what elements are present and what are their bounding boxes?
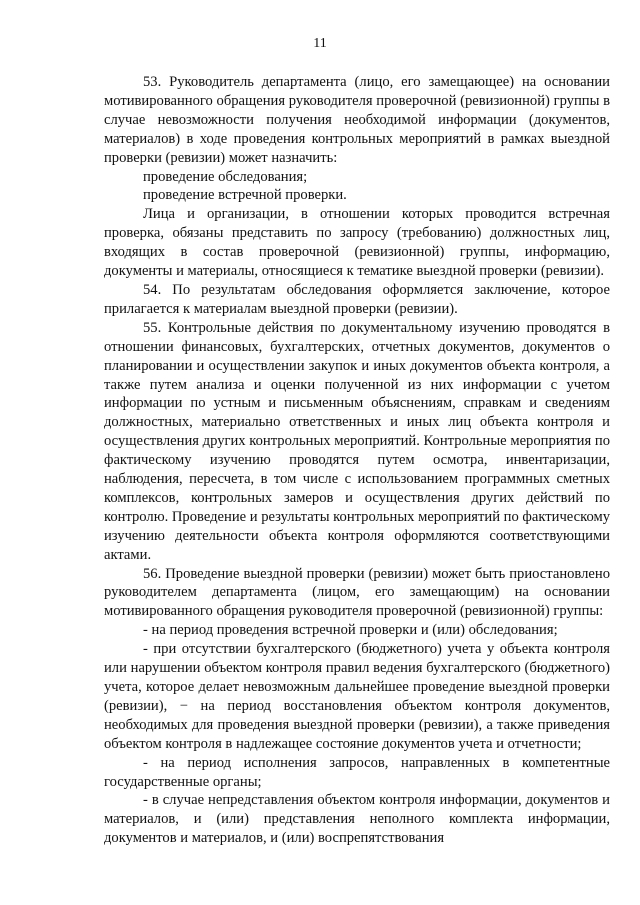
list-item-suspension-accounting: - при отсутствии бухгалтерского (бюджетного) учета у объекта контроля или нарушении объектом контроля правил ведения бухгалтерского (бюджетного) учета, которое делает невозможным дальнейшее проведение выездной проверки (ревизии), − на период восстановления объектом контроля документов, необходимых для проведения выездной проверки (ревизии), а также приведения объектом контроля в надлежащее состояние документов учета и отчетности; <box>104 641 610 752</box>
list-item-inspection: проведение обследования; <box>143 168 308 185</box>
list-item-suspension-counter-check: - на период проведения встречной проверки и (или) обследования; <box>143 622 558 639</box>
paragraph-counter-check-obligations: Лица и организации, в отношении которых проводится встречная проверка, обязаны представить по запросу (требованию) должностных лиц, входящих в состав проверочной (ревизионной) группы, информацию, документы и материалы, относящиеся к тематике выездной проверки (ревизии). <box>104 206 610 280</box>
list-item-suspension-nonsubmission: - в случае непредставления объектом контроля информации, документов и материалов, и (или) представления неполного комплекта информации, документов и материалов, и (или) воспрепятствования <box>104 792 610 847</box>
paragraph-56: 56. Проведение выездной проверки (ревизии) может быть приостановлено руководителем департамента (лицом, его замещающим) на основании мотивированного обращения руководителя проверочной (ревизионной) группы: <box>104 565 610 620</box>
paragraph-54: 54. По результатам обследования оформляется заключение, которое прилагается к материалам выездной проверки (ревизии). <box>104 281 610 317</box>
list-item-suspension-requests: - на период исполнения запросов, направленных в компетентные государственные органы; <box>104 754 610 790</box>
paragraph-53: 53. Руководитель департамента (лицо, его замещающее) на основании мотивированного обращения руководителя проверочной (ревизионной) группы в случае невозможности получения необходимой информации (документов, материалов) в ходе проведения контрольных мероприятий в рамках выездной проверки (ревизии) может назначить: <box>104 74 610 166</box>
page-number: 11 <box>313 36 327 51</box>
paragraph-55: 55. Контрольные действия по документальному изучению проводятся в отношении финансовых, бухгалтерских, отчетных документов, документов о планировании и осуществлении закупок и иных документов объекта контроля, а также путем анализа и оценки полученной из них информации с учетом информации по устным и письменным объяснениям, справкам и сведениям должностных, материально ответственных и иных лиц объекта контроля и осуществления других контрольных мероприятий. Контрольные мероприятия по фактическому изучению проводятся путем осмотра, инвентаризации, наблюдения, пересчета, в том числе с использованием программных сметных комплексов, контрольных замеров и осуществления других действий по контролю. Проведение и результаты контрольных мероприятий по фактическому изучению деятельности объекта контроля оформляются соответствующими актами. <box>104 319 610 563</box>
list-item-counter-check: проведение встречной проверки. <box>143 187 347 204</box>
document-body <box>104 73 610 848</box>
